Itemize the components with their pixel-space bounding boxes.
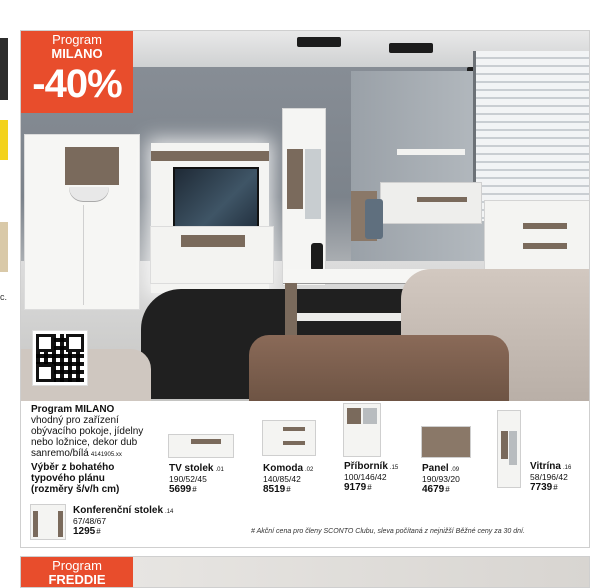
dining-chair: [365, 199, 383, 239]
product-sku: 4141905.xx: [90, 452, 122, 458]
product-price: 7739#: [530, 482, 558, 493]
product-card-freddie: [20, 556, 590, 588]
product-name: Příborník .15: [344, 461, 399, 472]
coffee-table-thumbnail[interactable]: [31, 505, 65, 539]
qr-code-icon[interactable]: [33, 331, 87, 385]
badge-program-name: FREDDIE: [48, 572, 106, 587]
tv-stand-thumbnail[interactable]: [169, 435, 233, 457]
vitrine-thumbnail[interactable]: [498, 411, 520, 487]
dining-sideboard: [381, 183, 481, 223]
previous-page-image-dark: [0, 38, 8, 100]
previous-page-strip: [0, 0, 14, 582]
product-dimensions: 190/52/45: [169, 474, 207, 484]
tv-stand: [151, 227, 273, 283]
badge-program-label: Program: [52, 558, 102, 573]
wall-panel-thumbnail[interactable]: [422, 427, 470, 457]
type-plan-heading: Výběr z bohatého: [31, 462, 115, 473]
highboard-cabinet: [25, 135, 139, 309]
ceiling-light: [297, 37, 341, 47]
window-blinds: [473, 51, 589, 221]
description-line: sanremo/bílá 4141905.xx: [31, 448, 122, 459]
price-footnote: # Akční cena pro členy SCONTO Clubu, sleva počítaná z nejnižší Běžné ceny za 30 dní.: [251, 528, 525, 535]
badge-program-name: MILANO: [51, 46, 103, 61]
product-price: 8519#: [263, 484, 291, 495]
product-name: Komoda .02: [263, 463, 314, 474]
previous-page-text-fragment: c.: [0, 292, 8, 302]
badge-discount: -40%: [32, 62, 122, 106]
vase: [311, 243, 323, 271]
previous-page-image-beige: [0, 222, 8, 272]
sideboard-right: [485, 201, 589, 277]
discount-badge: [21, 31, 133, 113]
product-dimensions: 100/146/42: [344, 472, 387, 482]
ceiling-light: [389, 43, 433, 53]
sofa-throw-blanket: [249, 335, 509, 401]
type-plan-heading: (rozměry š/v/h cm): [31, 484, 120, 495]
previous-page-image-yellow: [0, 120, 8, 160]
product-price: 5699#: [169, 484, 197, 495]
product-price: 4679#: [422, 484, 450, 495]
room-scene-photo: [133, 557, 589, 587]
dresser-thumbnail[interactable]: [263, 421, 315, 455]
description-line: vhodný pro zařízení: [31, 415, 119, 426]
product-price: 1295#: [73, 526, 101, 537]
product-name: Vitrína .16: [530, 461, 572, 472]
product-price: 9179#: [344, 482, 372, 493]
coffee-table-leg: [285, 283, 297, 339]
wall-shelf: [397, 149, 465, 155]
product-name: TV stolek .01: [169, 463, 224, 474]
television: [173, 167, 259, 229]
badge-program-label: Program: [52, 32, 102, 47]
type-plan-heading: typového plánu: [31, 473, 105, 484]
product-dimensions: 58/196/42: [530, 472, 568, 482]
room-scene-photo: [21, 31, 589, 401]
discount-badge: [21, 557, 133, 587]
product-dimensions: 67/48/67: [73, 516, 107, 526]
product-card-milano: [20, 30, 590, 548]
product-name: Panel .09: [422, 463, 460, 474]
product-dimensions: 190/93/20: [422, 474, 460, 484]
product-name: Konferenční stolek .14: [73, 505, 174, 516]
description-line: nebo ložnice, dekor dub: [31, 437, 138, 448]
cupboard-thumbnail[interactable]: [344, 404, 380, 456]
program-title: Program MILANO: [31, 404, 115, 415]
product-dimensions: 140/85/42: [263, 474, 301, 484]
description-line: obývacího pokoje, jídelny: [31, 426, 144, 437]
